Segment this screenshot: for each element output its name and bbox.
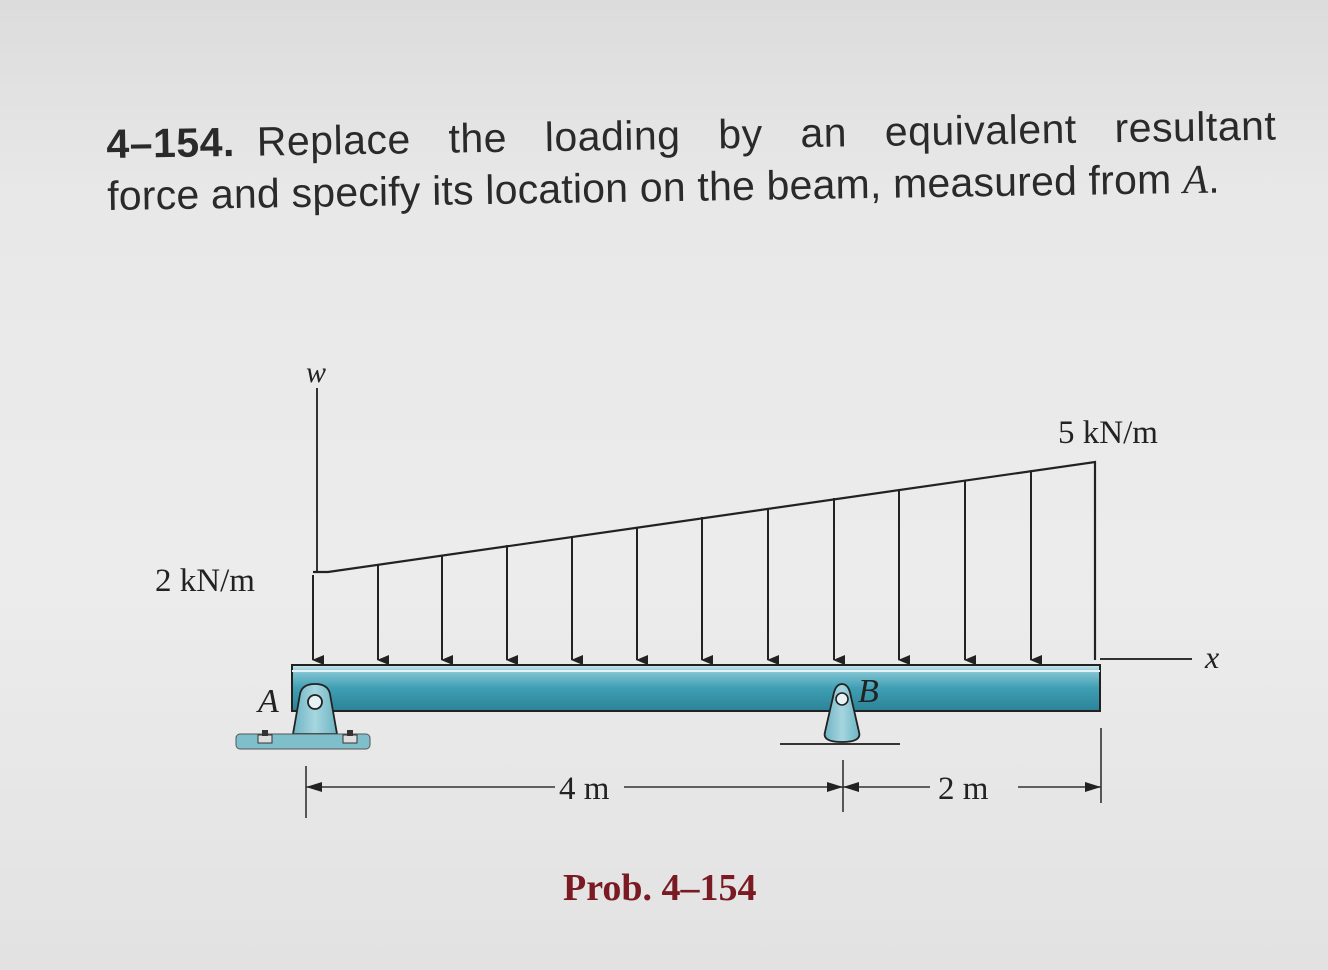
point-a-reference: A <box>1182 155 1209 203</box>
x-axis-label: x <box>1205 639 1220 675</box>
problem-text-line1: Replace the loading by an equivalent resultant <box>256 102 1277 165</box>
dimension-ab-label: 4 m <box>559 771 610 807</box>
load-envelope <box>313 462 1095 660</box>
dimension-b-end-label: 2 m <box>938 771 989 807</box>
w-axis-label: w <box>306 356 327 389</box>
load-arrows <box>313 470 1031 660</box>
right-intensity-label: 5 kN/m <box>1058 415 1158 451</box>
support-b-label: B <box>858 673 879 710</box>
period: . <box>1207 155 1221 202</box>
problem-number: 4–154. <box>106 118 236 167</box>
figure-caption: Prob. 4–154 <box>563 867 757 909</box>
left-intensity-label: 2 kN/m <box>155 563 255 599</box>
beam <box>292 665 1100 711</box>
support-a-label: A <box>258 683 279 720</box>
problem-text-line2: force and specify its location on the beam, measured from <box>106 156 1184 219</box>
